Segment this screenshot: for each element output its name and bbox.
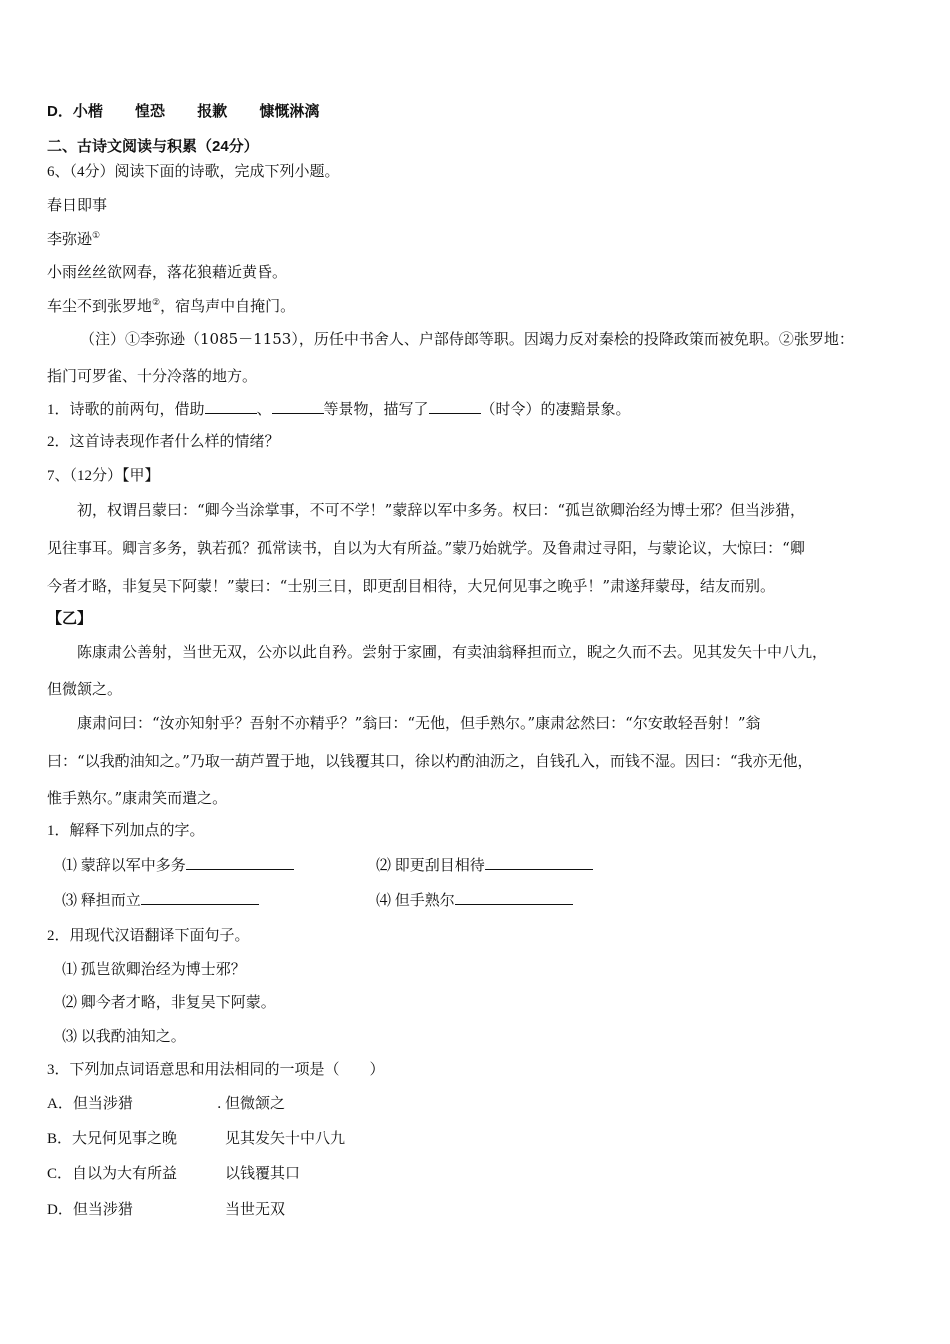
- poem-line-1: 小雨丝丝欲网春，落花狼藉近黄昏。: [47, 263, 288, 281]
- q7-sub1: 1．解释下列加点的字。: [47, 823, 205, 839]
- q7-sub2-item-2: ⑵ 卿今者才略，非复吴下阿蒙。: [62, 995, 276, 1011]
- poem-note-line-2: 指门可罗雀、十分冷落的地方。: [47, 367, 258, 385]
- emphasis-dot: ·: [217, 1100, 222, 1116]
- jia-paragraph-line-2: 见往事耳。卿言多务，孰若孤？孤常读书，自以为大有所益。”蒙乃始就学。及鲁肃过寻阳，与蒙论议，大惊曰：“卿: [47, 539, 805, 557]
- q7-sub1-item-2: ⑵ 即更刮目相待: [376, 855, 914, 876]
- answer-blank-5[interactable]: [485, 855, 593, 870]
- poem-line-2: 车尘不到张罗地②，宿鸟声中自掩门。: [47, 297, 296, 315]
- option-d-pair: 当世无双: [225, 1202, 286, 1218]
- q7-sub1-item-4: ⑷ 但手熟尔: [376, 890, 914, 911]
- option-a-label: A．但当涉猎: [47, 1096, 133, 1112]
- note-mark-1: ①: [92, 231, 101, 241]
- yi-paragraph-line-5: 惟手熟尔。”康肃笑而遣之。: [47, 789, 228, 807]
- jia-paragraph-line-1: 初，权谓吕蒙曰：“卿今当涂掌事，不可不学！”蒙辞以军中多务。权曰：“孤岂欲卿治经为博士邪？但当涉猎，: [77, 501, 806, 519]
- option-d-word4: 慷慨淋漓: [259, 103, 320, 120]
- poem-note-line-1: （注）①李弥逊（1085－1153），历任中书舍人、户部侍郎等职。因竭力反对秦桧的投降政策而被免职。②张罗地：: [80, 330, 854, 348]
- option-d-word3: 报歉: [197, 103, 228, 120]
- answer-blank-2[interactable]: [272, 399, 324, 414]
- option-a-pair: 但微颔之: [225, 1096, 286, 1112]
- poem-title: 春日即事: [47, 196, 108, 214]
- answer-blank-1[interactable]: [205, 399, 257, 414]
- yi-paragraph-line-3: 康肃问曰：“汝亦知射乎？吾射不亦精乎？”翁曰：“无他，但手熟尔。”康肃忿然曰：“尔安敢轻吾射！”翁: [77, 714, 761, 732]
- option-c-pair: 以钱覆其口: [225, 1166, 301, 1182]
- answer-blank-7[interactable]: [455, 890, 573, 905]
- yi-paragraph-line-1: 陈康肃公善射，当世无双，公亦以此自矜。尝射于家圃，有卖油翁释担而立，睨之久而不去。见其发矢十中八九，: [77, 643, 828, 661]
- yi-paragraph-line-4: 曰：“以我酌油知之。”乃取一葫芦置于地，以钱覆其口，徐以杓酌油沥之，自钱孔入，而钱不湿。因曰：“我亦无他，: [47, 752, 813, 770]
- note-mark-2: ②: [152, 298, 161, 308]
- answer-blank-3[interactable]: [429, 399, 481, 414]
- answer-blank-6[interactable]: [141, 890, 259, 905]
- q6-stem: 6、（4分）阅读下面的诗歌，完成下列小题。: [47, 164, 340, 180]
- section-heading: 二、古诗文阅读与积累（24分）: [47, 138, 259, 155]
- yi-paragraph-line-2: 但微颔之。: [47, 680, 123, 698]
- q6-sub1: 1．诗歌的前两句，借助 、 等景物，描写了 （时令）的凄黯景象。: [47, 399, 914, 420]
- q7-sub1-item-3: ⑶ 释担而立: [62, 890, 914, 911]
- option-b-pair: 见其发矢十中八九: [225, 1131, 346, 1147]
- jia-paragraph-line-3: 今者才略，非复吴下阿蒙！”蒙曰：“士别三日，即更刮目相待，大兄何见事之晚乎！”肃遂拜蒙母，结友而别。: [47, 577, 776, 595]
- option-c-label: C．自以为大有所益: [47, 1166, 178, 1182]
- poem-author: 李弥逊①: [47, 230, 101, 248]
- q7-sub2-item-3: ⑶ 以我酌油知之。: [62, 1029, 186, 1045]
- yi-label: 【乙】: [47, 610, 93, 627]
- q7-sub1-item-1: ⑴ 蒙辞以军中多务: [62, 855, 914, 876]
- q6-sub2: 2．这首诗表现作者什么样的情绪？: [47, 434, 280, 450]
- q7-sub2: 2．用现代汉语翻译下面句子。: [47, 928, 250, 944]
- answer-blank-4[interactable]: [186, 855, 294, 870]
- option-d-word1: D．小楷: [47, 103, 103, 120]
- q7-stem: 7、（12分）【甲】: [47, 468, 160, 484]
- option-d-word2: 惶恐: [135, 103, 166, 120]
- option-b-label: B．大兄何见事之晚: [47, 1131, 178, 1147]
- prev-option-d: [47, 102, 914, 122]
- q7-sub2-item-1: ⑴ 孤岂欲卿治经为博士邪？: [62, 962, 246, 978]
- option-d-label: D．但当涉猎: [47, 1202, 133, 1218]
- q7-sub3: 3．下列加点词语意思和用法相同的一项是（ ）: [47, 1062, 385, 1078]
